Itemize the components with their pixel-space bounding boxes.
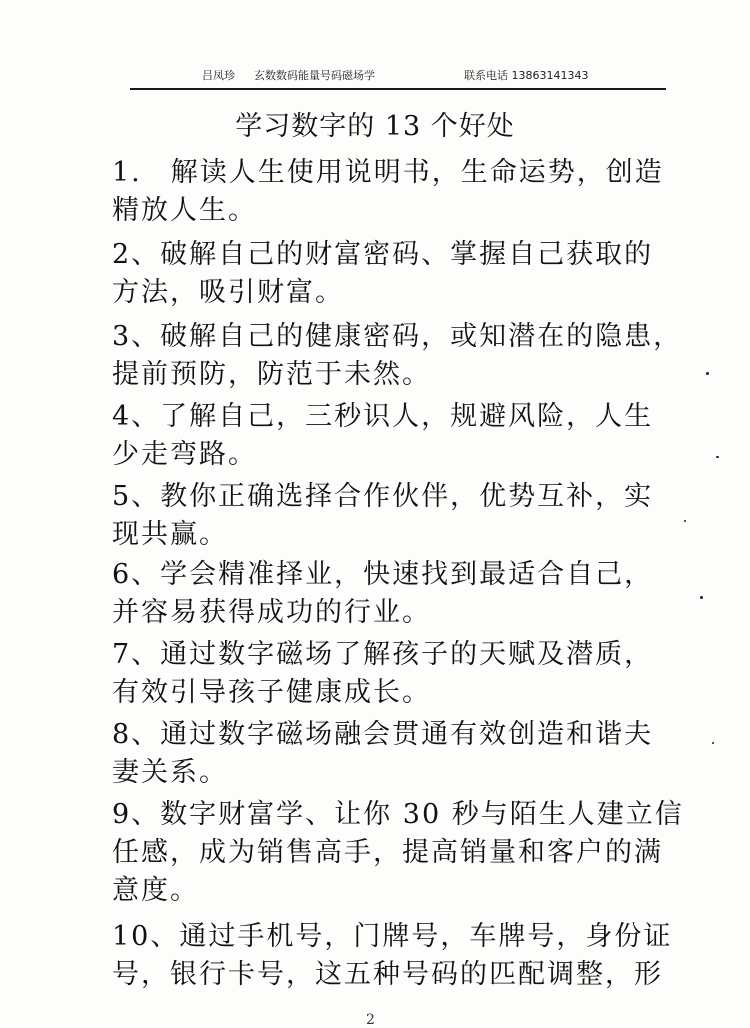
benefit-3-line-2: 提前预防，防范于未然。 [112,359,431,390]
scan-speck [700,596,703,599]
benefit-9-line-1: 9、数字财富学、让你 30 秒与陌生人建立信 [112,799,684,830]
scan-speck [684,520,686,522]
header-book-title: 玄数数码能量号码磁场学 [254,69,375,82]
scan-speck [706,372,709,375]
benefit-6-line-1: 6、学会精准择业，快速找到最适合自己， [112,559,654,590]
page-title: 学习数字的 13 个好处 [235,111,515,142]
header-author: 吕凤珍 [202,69,235,82]
benefit-2-line-1: 2、破解自己的财富密码、掌握自己获取的 [112,239,654,270]
benefit-5-line-1: 5、教你正确选择合作伙伴，优势互补，实 [112,481,654,512]
benefit-6-line-2: 并容易获得成功的行业。 [112,597,431,628]
header-phone: 联系电话 13863141343 [464,69,589,82]
benefit-8-line-1: 8、通过数字磁场融会贯通有效创造和谐夫 [112,719,654,750]
scan-speck [712,742,714,744]
scan-speck [716,456,719,458]
benefit-2-line-2: 方法，吸引财富。 [112,277,344,308]
benefit-5-line-2: 现共赢。 [112,519,228,550]
benefit-1-line-2: 精放人生。 [112,195,257,226]
benefit-3-line-1: 3、破解自己的健康密码，或知潜在的隐患， [112,321,683,352]
benefit-1-line-1: 1. 解读人生使用说明书，生命运势，创造 [112,157,664,188]
benefit-7-line-1: 7、通过数字磁场了解孩子的天赋及潜质， [112,639,654,670]
benefit-4-line-2: 少走弯路。 [112,439,257,470]
benefit-4-line-1: 4、了解自己，三秒识人，规避风险，人生 [112,401,654,432]
benefit-10-line-1: 10、通过手机号，门牌号，车牌号，身份证 [112,921,673,952]
page-header [130,64,666,90]
page-number-fragment: 2 [366,1012,375,1028]
benefit-9-line-3: 意度。 [112,875,199,906]
benefit-8-line-2: 妻关系。 [112,757,228,788]
benefit-7-line-2: 有效引导孩子健康成长。 [112,677,431,708]
benefit-9-line-2: 任感，成为销售高手，提高销量和客户的满 [112,837,663,868]
benefit-10-line-2: 号，银行卡号，这五种号码的匹配调整，形 [112,959,663,990]
